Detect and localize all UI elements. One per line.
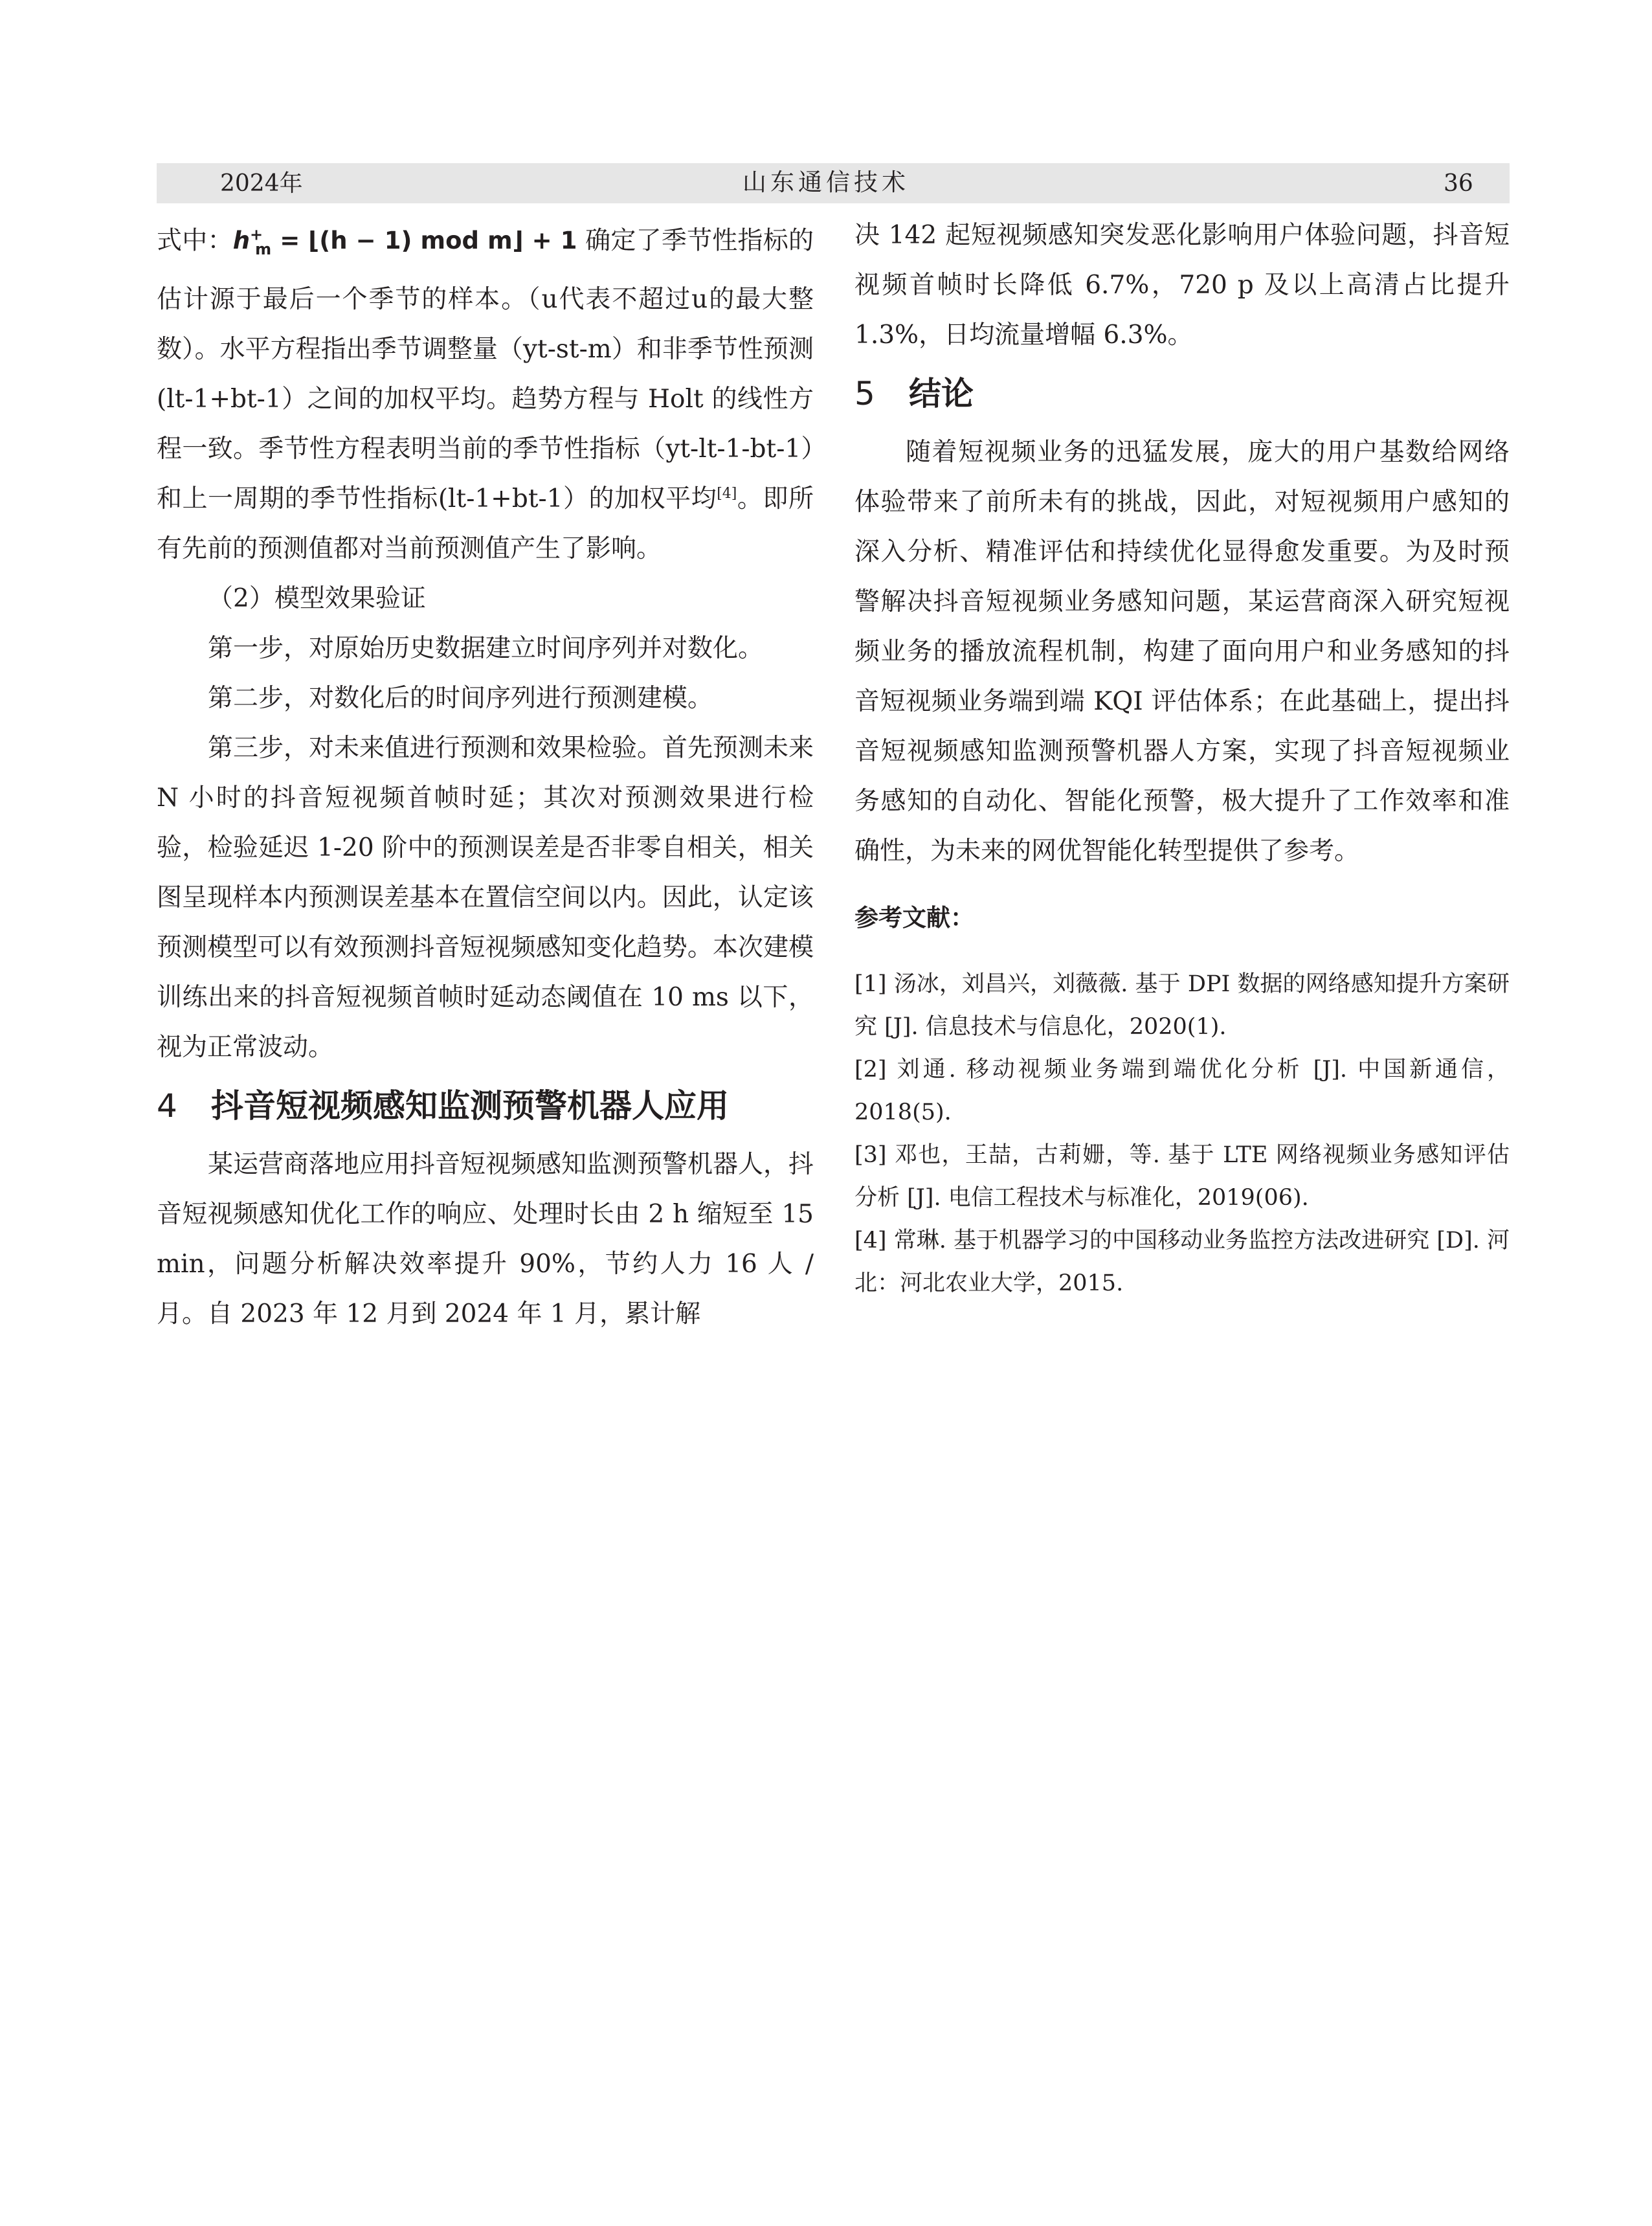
subheading-model-validation: （2）模型效果验证	[208, 583, 426, 613]
journal-name: 山东通信技术	[742, 168, 910, 196]
step-2-paragraph: 第二步，对数化后的时间序列进行预测建模。	[208, 683, 713, 713]
reference-item: [4] 常琳. 基于机器学习的中国移动业务监控方法改进研究 [D]. 河北：河北农业大学，2015.	[854, 1228, 1510, 1296]
section-4-heading: 4 抖音短视频感知监测预警机器人应用	[157, 1086, 729, 1125]
reference-item: [1] 汤冰，刘昌兴，刘薇薇. 基于 DPI 数据的网络感知提升方案研究 [J]. 信息技术与信息化，2020(1).	[854, 971, 1510, 1040]
page-number: 36	[1444, 170, 1473, 197]
formula-intro: 式中：	[157, 226, 233, 256]
step-3-paragraph: 第三步，对未来值进行预测和效果检验。首先预测未来 N 小时的抖音短视频首帧时延；其次对预测效果进行检验，检验延迟 1-20 阶中的预测误差是否非零自相关，相关图呈现样本内预测误差基本在置信空间以内。因此，认定该预测模型可以有效预测抖音短视频感知变化趋势。本次建模训练出来的抖音短视频首帧时延动态阈值在 10 ms 以下，视为正常波动。	[157, 733, 814, 1062]
continued-paragraph: 决 142 起短视频感知突发恶化影响用户体验问题，抖音短视频首帧时长降低 6.7%，720 p 及以上高清占比提升 1.3%，日均流量增幅 6.3%。	[854, 221, 1510, 350]
header-year: 2024年	[220, 170, 303, 197]
reference-item: [2] 刘通. 移动视频业务端到端优化分析 [J]. 中国新通信，2018(5).	[854, 1057, 1510, 1125]
body-paragraph-formula: 式中：$h^+_m$ = ⌊(h − 1) mod m⌋ + 1 确定了季节性指标的估计源于最后一个季节的样本。（u代表不超过u的最大整数）。水平方程指出季节调整量（yt-st-m）和非季节性预测(lt-1+bt-1）之间的加权平均。趋势方程与 Holt 的线性方程一致。季节性方程表明当前的季节性指标（yt-lt-1-bt-1）和上一周期的季节性指标(lt-1+bt-1）的加权平均[4]。即所有先前的预测值都对当前预测值产生了影响。	[157, 226, 814, 563]
citation-ref: [4]	[717, 485, 737, 502]
seasonal-index-formula: $h^+_m$ = ⌊(h − 1) mod m⌋ + 1	[232, 226, 577, 258]
right-column	[854, 210, 1510, 1305]
left-column	[157, 210, 814, 1339]
references-title: 参考文献：	[854, 904, 974, 932]
section-5-heading: 5 结论	[854, 375, 974, 412]
conclusion-paragraph: 随着短视频业务的迅猛发展，庞大的用户基数给网络体验带来了前所未有的挑战，因此，对短视频用户感知的深入分析、精准评估和持续优化显得愈发重要。为及时预警解决抖音短视频业务感知问题，某运营商深入研究短视频业务的播放流程机制，构建了面向用户和业务感知的抖音短视频业务端到端 KQI 评估体系；在此基础上，提出抖音短视频感知监测预警机器人方案，实现了抖音短视频业务感知的自动化、智能化预警，极大提升了工作效率和准确性，为未来的网优智能化转型提供了参考。	[854, 438, 1510, 866]
reference-list	[854, 963, 1510, 1305]
reference-item: [3] 邓也，王喆，古莉姗，等. 基于 LTE 网络视频业务感知评估分析 [J]. 电信工程技术与标准化，2019(06).	[854, 1142, 1510, 1211]
section-4-paragraph: 某运营商落地应用抖音短视频感知监测预警机器人，抖音短视频感知优化工作的响应、处理时长由 2 h 缩短至 15 min，问题分析解决效率提升 90%，节约人力 16 人 / 月。自 2023 年 12 月到 2024 年 1 月，累计解	[157, 1149, 814, 1329]
step-1-paragraph: 第一步，对原始历史数据建立时间序列并对数化。	[208, 633, 764, 663]
